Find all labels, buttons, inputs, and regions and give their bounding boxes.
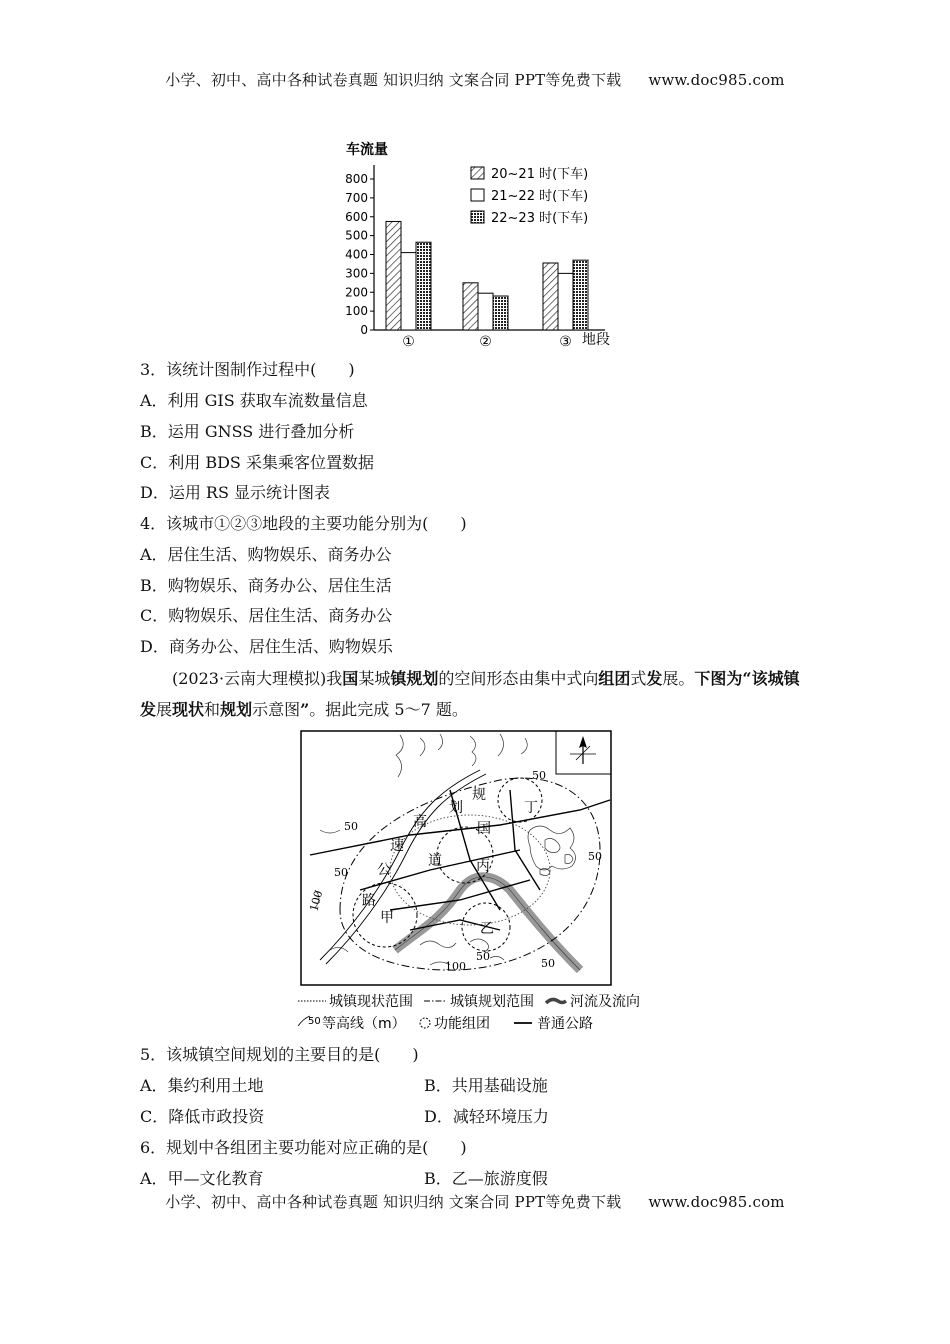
intro-part: 式	[630, 669, 647, 688]
bar-3-1	[543, 263, 558, 330]
legend-label-2: 21~22 时(下车)	[491, 189, 589, 204]
q6-option-a[interactable]: A．甲—文化教育	[140, 1169, 264, 1188]
contour-label: 50	[344, 820, 358, 833]
header-text: 小学、初中、高中各种试卷真题 知识归纳 文案合同 PPT等免费下载	[165, 71, 622, 89]
intro-bold: ”	[300, 700, 310, 719]
legend-contour-num: 50	[308, 1016, 321, 1027]
intro-bold: 下图为“该城镇发	[140, 669, 800, 719]
q4-option-d[interactable]: D．商务办公、居住生活、购物娱乐	[140, 637, 393, 656]
legend-planned: 城镇规划范围	[450, 994, 534, 1010]
q3-stem: 3．该统计图制作过程中( )	[140, 360, 355, 379]
footer-site: www.doc985.com	[648, 1193, 785, 1211]
legend-current: 城镇现状范围	[329, 994, 413, 1010]
contour-label: 100	[307, 889, 326, 913]
map-label: 规	[472, 787, 486, 803]
contour-label: 100	[445, 960, 466, 973]
y-tick-label: 800	[345, 172, 368, 186]
q5-option-c[interactable]: C．降低市政投资	[140, 1107, 265, 1126]
header-site: www.doc985.com	[648, 71, 785, 89]
legend-label-1: 20~21 时(下车)	[491, 167, 589, 182]
bar-2-2	[478, 293, 493, 330]
q4-option-c[interactable]: C．购物娱乐、居住生活、商务办公	[140, 606, 393, 625]
contour-label: 50	[588, 850, 602, 863]
map-label: 国	[477, 821, 491, 837]
category-label: ②	[479, 334, 492, 350]
map-label: 速	[390, 838, 404, 854]
q5-option-b[interactable]: B．共用基础设施	[424, 1076, 548, 1095]
section-intro	[140, 663, 812, 725]
town-planning-map	[300, 730, 612, 986]
bar-1-1	[386, 221, 401, 330]
chart-legend	[471, 167, 588, 226]
legend-river: 河流及流向	[570, 994, 640, 1010]
q5-option-a[interactable]: A．集约利用土地	[140, 1076, 264, 1095]
q6-stem: 6．规划中各组团主要功能对应正确的是( )	[140, 1138, 467, 1157]
map-legend	[296, 990, 656, 1032]
legend-road: 普通公路	[537, 1016, 593, 1032]
map-label: 高	[413, 814, 427, 830]
map-label: 路	[362, 893, 376, 909]
q6-option-b[interactable]: B．乙—旅游度假	[424, 1169, 548, 1188]
category-label: ③	[559, 334, 572, 350]
intro-part: 的空间形态由集中式向	[438, 669, 599, 688]
intro-bold: 发	[646, 669, 663, 688]
bar-1-2	[401, 253, 416, 330]
intro-part: (2023·云南大理模拟)我	[172, 669, 343, 688]
footer-text: 小学、初中、高中各种试卷真题 知识归纳 文案合同 PPT等免费下载	[165, 1193, 622, 1211]
intro-part: 展	[156, 700, 173, 719]
cluster-legend-icon	[420, 1018, 430, 1028]
intro-part: 展。	[662, 669, 695, 688]
bar-3-3	[573, 260, 588, 330]
chart-category-labels	[402, 334, 572, 350]
bar-3-2	[558, 273, 573, 330]
q4-option-a[interactable]: A．居住生活、购物娱乐、商务办公	[140, 545, 392, 564]
chart-x-label: 地段	[582, 332, 610, 348]
q3-option-a[interactable]: A．利用 GIS 获取车流数量信息	[140, 391, 368, 410]
traffic-bar-chart	[330, 135, 630, 353]
legend-cluster: 功能组团	[434, 1016, 490, 1032]
legend-swatch-2	[471, 189, 484, 201]
chart-bars	[386, 221, 588, 330]
legend-swatch-3	[471, 211, 484, 223]
chart-y-ticks	[345, 172, 374, 337]
q3-option-b[interactable]: B．运用 GNSS 进行叠加分析	[140, 422, 355, 441]
cluster-ding-label: 丁	[524, 800, 538, 816]
q5-option-d[interactable]: D．减轻环境压力	[424, 1107, 549, 1126]
q3-option-c[interactable]: C．利用 BDS 采集乘客位置数据	[140, 453, 374, 472]
intro-bold: 现状	[172, 700, 205, 719]
map-frame	[301, 731, 611, 985]
cluster-bing-label: 丙	[476, 858, 490, 874]
intro-bold: 国	[342, 669, 359, 688]
page-header	[0, 69, 950, 90]
legend-label-3: 22~23 时(下车)	[491, 211, 589, 226]
bar-1-3	[416, 242, 431, 330]
legend-contour: 等高线（m）	[322, 1016, 406, 1032]
intro-bold: 规划	[220, 700, 253, 719]
bar-2-1	[463, 283, 478, 330]
y-tick-label: 200	[345, 285, 368, 300]
contour-label: 50	[541, 957, 555, 970]
map-label: 公	[377, 862, 391, 878]
map-label: 道	[428, 853, 442, 869]
cluster-jia-label: 甲	[380, 910, 394, 926]
intro-part: 和	[204, 700, 221, 719]
y-tick-label: 700	[345, 190, 368, 205]
contour-label: 50	[476, 950, 490, 963]
map-label: 划	[449, 800, 463, 816]
y-tick-label: 0	[360, 323, 368, 337]
legend-swatch-1	[471, 167, 484, 179]
q5-stem: 5．该城镇空间规划的主要目的是( )	[140, 1045, 419, 1064]
q4-option-b[interactable]: B．购物娱乐、商务办公、居住生活	[140, 576, 392, 595]
y-tick-label: 500	[345, 228, 368, 243]
page-footer	[0, 1191, 950, 1212]
q4-stem: 4．该城市①②③地段的主要功能分别为( )	[140, 514, 467, 533]
intro-part: 。据此完成 5～7 题。	[309, 700, 468, 719]
contour-label: 50	[334, 866, 348, 879]
intro-part: 某城	[358, 669, 391, 688]
chart-y-label: 车流量	[346, 142, 388, 158]
contour-label: 50	[532, 769, 546, 782]
q3-option-d[interactable]: D．运用 RS 显示统计图表	[140, 483, 331, 502]
intro-bold: 组团	[598, 669, 631, 688]
intro-part: 示意图	[252, 700, 301, 719]
category-label: ①	[402, 334, 415, 350]
y-tick-label: 100	[345, 304, 368, 319]
bar-2-3	[493, 296, 508, 330]
y-tick-label: 600	[345, 209, 368, 224]
river-legend-icon	[546, 999, 566, 1003]
cluster-yi-label: 乙	[480, 921, 494, 937]
intro-bold: 镇规划	[390, 669, 439, 688]
y-tick-label: 300	[345, 266, 368, 281]
y-tick-label: 400	[345, 247, 368, 262]
